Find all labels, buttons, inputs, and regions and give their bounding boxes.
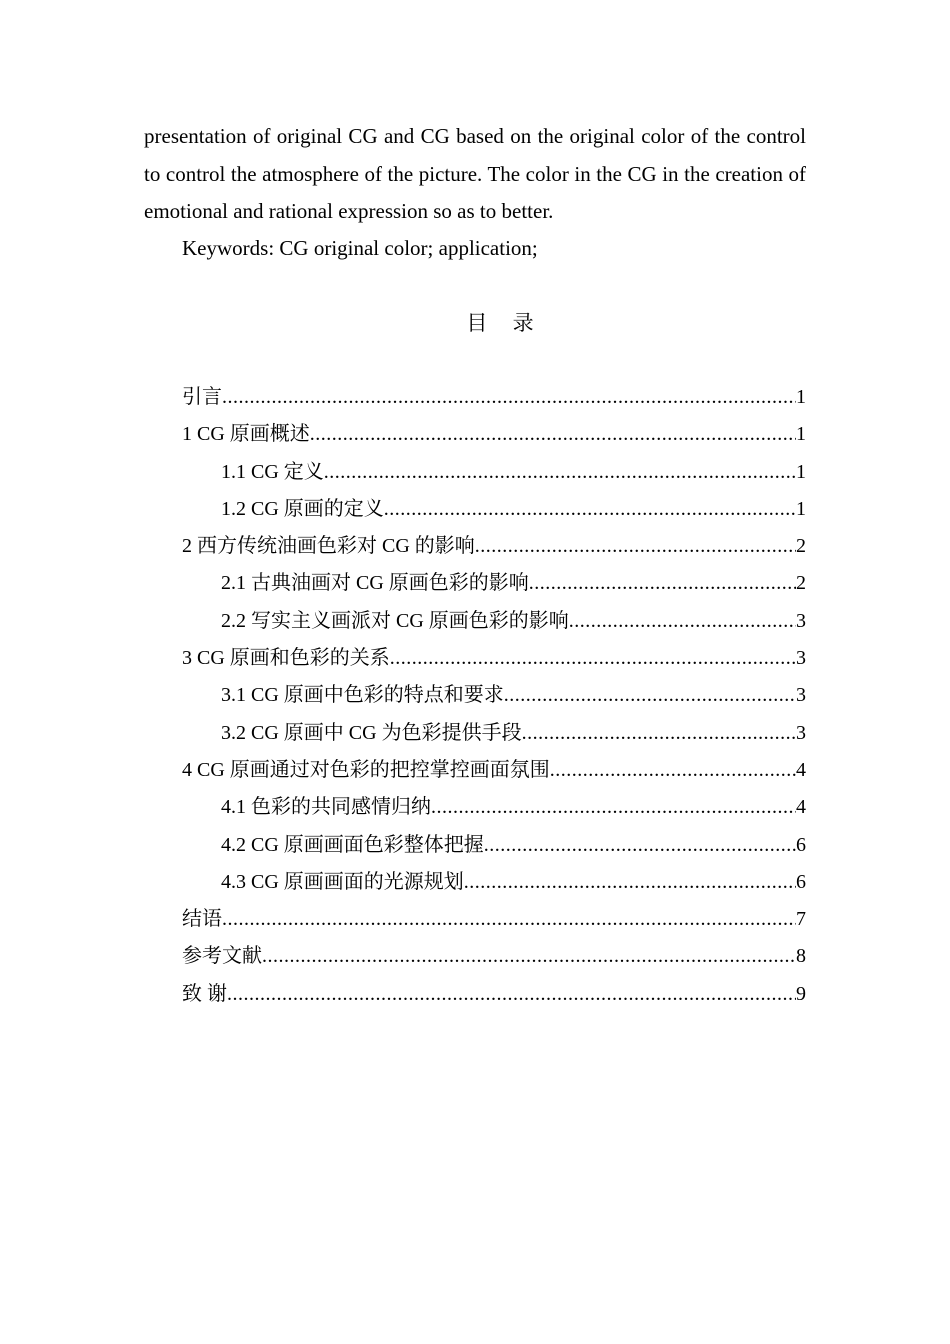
toc-entry-page: 7 [796, 908, 806, 931]
toc-entry-label: 4 CG 原画通过对色彩的把控掌控画面氛围 [182, 758, 550, 781]
toc-entry-page: 1 [796, 423, 806, 446]
toc-entry-label: 3 CG 原画和色彩的关系 [182, 647, 390, 670]
toc-entry-label: 引言 [182, 386, 222, 408]
toc-entry-page: 1 [796, 386, 806, 408]
toc-entry-label: 4.1 色彩的共同感情归纳 [221, 796, 431, 819]
toc-entry-label: 1 CG 原画概述 [182, 423, 310, 446]
toc-entry-page: 3 [796, 684, 806, 707]
toc-leader-dots [222, 901, 796, 938]
toc-leader-dots [324, 454, 796, 491]
toc-leader-dots [569, 603, 796, 640]
toc-entry[interactable] [221, 491, 806, 528]
toc-entry[interactable] [221, 454, 806, 491]
toc-leader-dots [504, 677, 796, 714]
toc-entry-page: 1 [796, 497, 806, 520]
toc-entry-page: 4 [796, 796, 806, 819]
toc-leader-dots [484, 827, 796, 864]
toc-entry[interactable] [221, 827, 806, 864]
toc-entry[interactable] [221, 715, 806, 752]
toc-entry[interactable] [221, 677, 806, 714]
toc-entry-page: 2 [796, 572, 806, 595]
abstract-paragraph: presentation of original CG and CG based on the original color of the control to control the atmosphere of the picture. The color in the CG in the creation of emotional and rational expression so as to better. [144, 124, 806, 223]
toc-entry[interactable] [182, 379, 806, 416]
toc-entry[interactable] [221, 789, 806, 826]
toc-entry-page: 3 [796, 721, 806, 744]
toc-leader-dots [390, 640, 796, 677]
toc-leader-dots [384, 491, 796, 528]
keywords-line: Keywords: CG original color; application; [182, 236, 538, 260]
toc-entry[interactable] [182, 901, 806, 938]
toc-title: 目 录 [466, 311, 544, 335]
toc-entry-label: 2.2 写实主义画派对 CG 原画色彩的影响 [221, 609, 569, 632]
toc-entry[interactable] [221, 565, 806, 602]
toc-entry[interactable] [182, 976, 806, 1013]
toc-entry-page: 3 [796, 609, 806, 632]
toc-entry-page: 1 [796, 460, 806, 483]
toc-entry-page: 4 [796, 758, 806, 781]
toc-entry-label: 结语 [182, 908, 222, 931]
toc-entry-label: 2.1 古典油画对 CG 原画色彩的影响 [221, 572, 529, 595]
toc-entry[interactable] [182, 938, 806, 975]
toc-leader-dots [464, 864, 796, 901]
toc-leader-dots [550, 752, 796, 789]
toc-entry-label: 4.2 CG 原画画面色彩整体把握 [221, 833, 484, 856]
toc-entry-page: 3 [796, 647, 806, 670]
toc-leader-dots [475, 528, 796, 565]
toc-entry[interactable] [182, 640, 806, 677]
toc-entry-label: 3.2 CG 原画中 CG 为色彩提供手段 [221, 721, 522, 744]
toc-leader-dots [222, 379, 796, 416]
toc-entry-label: 3.1 CG 原画中色彩的特点和要求 [221, 684, 504, 707]
toc-leader-dots [522, 715, 796, 752]
toc-entry-label: 2 西方传统油画色彩对 CG 的影响 [182, 535, 475, 558]
toc-leader-dots [529, 565, 796, 602]
toc-entry-label: 4.3 CG 原画画面的光源规划 [221, 870, 464, 893]
toc-entry-label: 1.2 CG 原画的定义 [221, 497, 384, 520]
toc-entry[interactable] [221, 603, 806, 640]
toc-leader-dots [310, 416, 796, 453]
toc-entry-page: 9 [796, 982, 806, 1005]
toc-entry-label: 参考文献 [182, 945, 262, 968]
toc-entry-label: 1.1 CG 定义 [221, 460, 324, 483]
toc-leader-dots [227, 976, 796, 1013]
toc-entry[interactable] [182, 752, 806, 789]
toc-entry[interactable] [182, 416, 806, 453]
toc-entry-label: 致 谢 [182, 982, 227, 1005]
toc-entry-page: 2 [796, 535, 806, 558]
toc-entry-page: 6 [796, 833, 806, 856]
toc-leader-dots [431, 789, 796, 826]
toc-entry-page: 8 [796, 945, 806, 968]
toc-entry[interactable] [182, 528, 806, 565]
toc-entry-page: 6 [796, 870, 806, 893]
toc-leader-dots [262, 938, 796, 975]
table-of-contents [0, 379, 950, 1013]
toc-entry[interactable] [221, 864, 806, 901]
